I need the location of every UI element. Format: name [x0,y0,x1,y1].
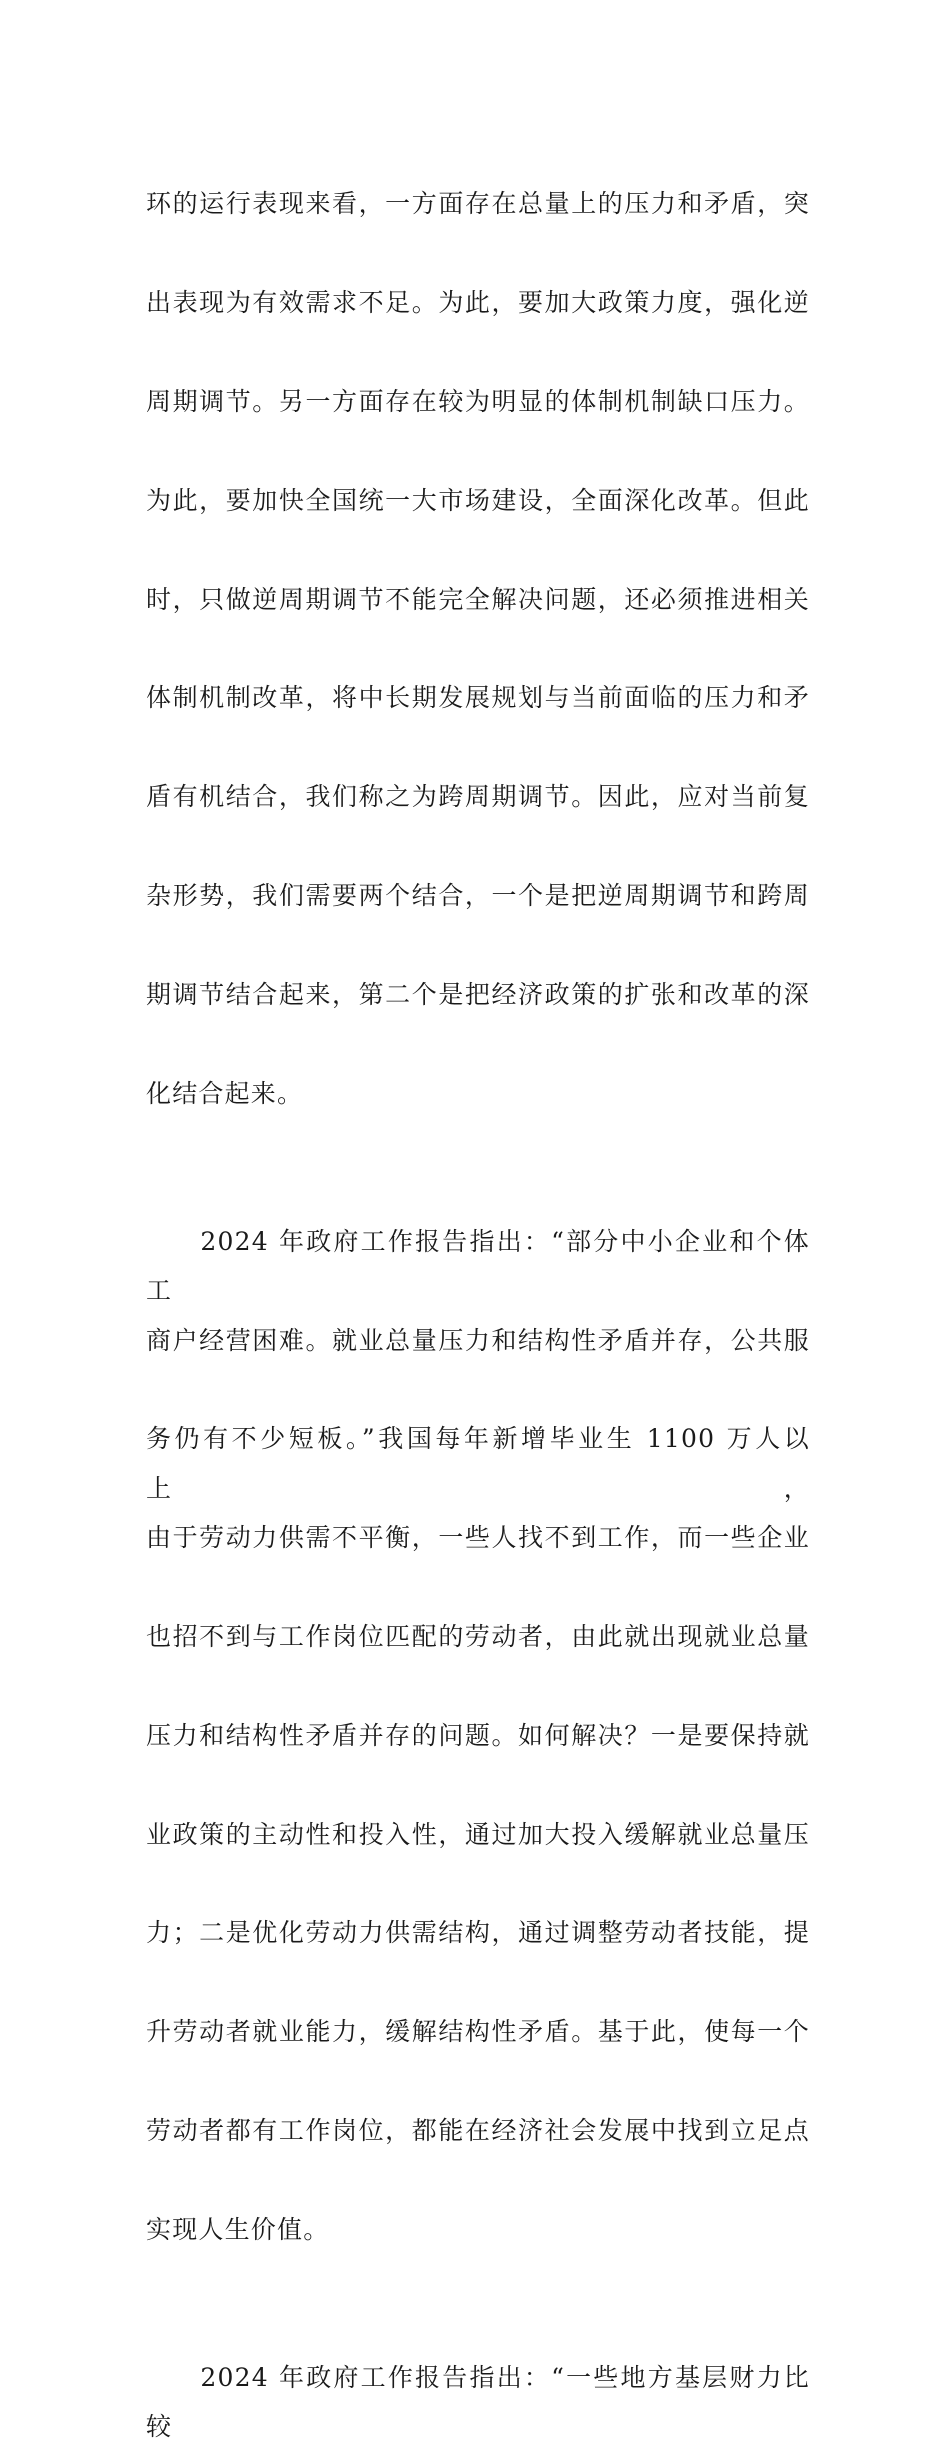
text-line: 杂形势，我们需要两个结合，一个是把逆周期调节和跨周 [146,880,810,910]
text-line: 为此，要加快全国统一大市场建设，全面深化改革。但此 [146,485,810,515]
text-line: 实现人生价值。 [146,2214,330,2244]
text-line: 体制机制改革，将中长期发展规划与当前面临的压力和矛 [146,683,810,713]
paragraph-countercyclical [146,130,810,1167]
paragraph-employment [146,1167,810,2303]
text-line: 盾有机结合，我们称之为跨周期调节。因此，应对当前复 [146,782,810,812]
text-line: 期调节结合起来，第二个是把经济政策的扩张和改革的深 [146,979,810,1009]
text-line: 时，只做逆周期调节不能完全解决问题，还必须推进相关 [146,584,810,614]
text-line: 务仍有不少短板。”我国每年新增毕业生 1100 万人以上， [146,1424,810,1503]
text-line: 化结合起来。 [146,1078,304,1108]
text-line: 力；二是优化劳动力供需结构，通过调整劳动者技能，提 [146,1918,810,1948]
text-line: 由于劳动力供需不平衡，一些人找不到工作，而一些企业 [146,1523,810,1553]
document-body [146,130,810,2452]
text-line: 2024 年政府工作报告指出：“一些地方基层财力比较 [146,2362,810,2442]
text-line: 业政策的主动性和投入性，通过加大投入缓解就业总量压 [146,1819,810,1849]
text-line: 升劳动者就业能力，缓解结构性矛盾。基于此，使每一个 [146,2017,810,2047]
paragraph-local-finance [146,2304,810,2452]
text-line: 商户经营困难。就业总量压力和结构性矛盾并存，公共服 [146,1325,810,1355]
text-line: 环的运行表现来看，一方面存在总量上的压力和矛盾，突 [146,189,810,219]
text-line: 压力和结构性矛盾并存的问题。如何解决？一是要保持就 [146,1720,810,1750]
text-line: 周期调节。另一方面存在较为明显的体制机制缺口压力。 [146,387,810,416]
text-line: 出表现为有效需求不足。为此，要加大政策力度，强化逆 [146,288,810,318]
text-line: 劳动者都有工作岗位，都能在经济社会发展中找到立足点 [146,2115,810,2145]
text-line: 2024 年政府工作报告指出：“部分中小企业和个体工 [146,1226,810,1306]
text-line: 也招不到与工作岗位匹配的劳动者，由此就出现就业总量 [146,1621,810,1651]
